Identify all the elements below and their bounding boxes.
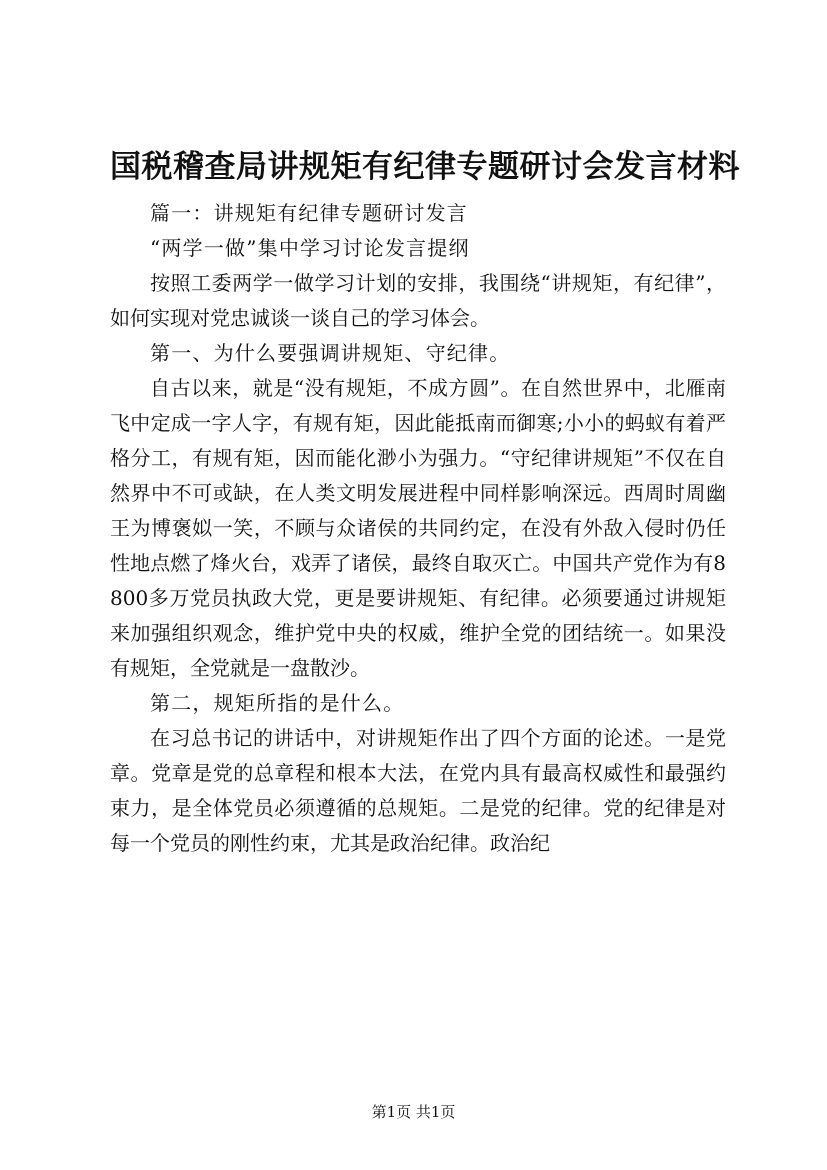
paragraph-section-two-body: 在习总书记的讲话中，对讲规矩作出了四个方面的论述。一是党章。党章是党的总章程和根本大法，在党内具有最高权威性和最强约束力，是全体党员必须遵循的总规矩。二是党的纪律。党的纪律是对每一个党员的刚性约束，尤其是政治纪律。政治纪 — [110, 726, 726, 855]
page-footer: 第1页 共1页 — [371, 1103, 456, 1121]
paragraph-section-two-heading: 第二，规矩所指的是什么。 — [150, 691, 405, 715]
paragraph-section-one-body: 自古以来，就是“没有规矩，不成方圆”。在自然世界中，北雁南飞中定成一字人字，有规有矩，因此能抵南而御寒;小小的蚂蚁有着严格分工，有规有矩，因而能化渺小为强力。“守纪律讲规矩”不仅在自然界中不可或缺，在人类文明发展进程中同样影响深远。西周时周幽王为博褒姒一笑，不顾与众诸侯的共同约定，在没有外敌入侵时仍任性地点燃了烽火台，戏弄了诸侯，最终自取灭亡。中国共产党作为有8800多万党员执政大党，更是要讲规矩、有纪律。必须要通过讲规矩来加强组织观念，维护党中央的权威，维护全党的团结统一。如果没有规矩，全党就是一盘散沙。 — [110, 376, 726, 680]
paragraph-intro: 按照工委两学一做学习计划的安排，我围绕“讲规矩，有纪律”，如何实现对党忠诚谈一谈自己的学习体会。 — [110, 271, 726, 330]
paragraph-outline-title: “两学一做”集中学习讨论发言提纲 — [150, 236, 470, 260]
paragraph-heading-part-one: 篇一：讲规矩有纪律专题研讨发言 — [150, 201, 468, 225]
paragraph-section-one-heading: 第一、为什么要强调讲规矩、守纪律。 — [150, 341, 511, 365]
document-body — [110, 196, 726, 861]
document-title: 国税稽查局讲规矩有纪律专题研讨会发言材料 — [110, 149, 740, 185]
